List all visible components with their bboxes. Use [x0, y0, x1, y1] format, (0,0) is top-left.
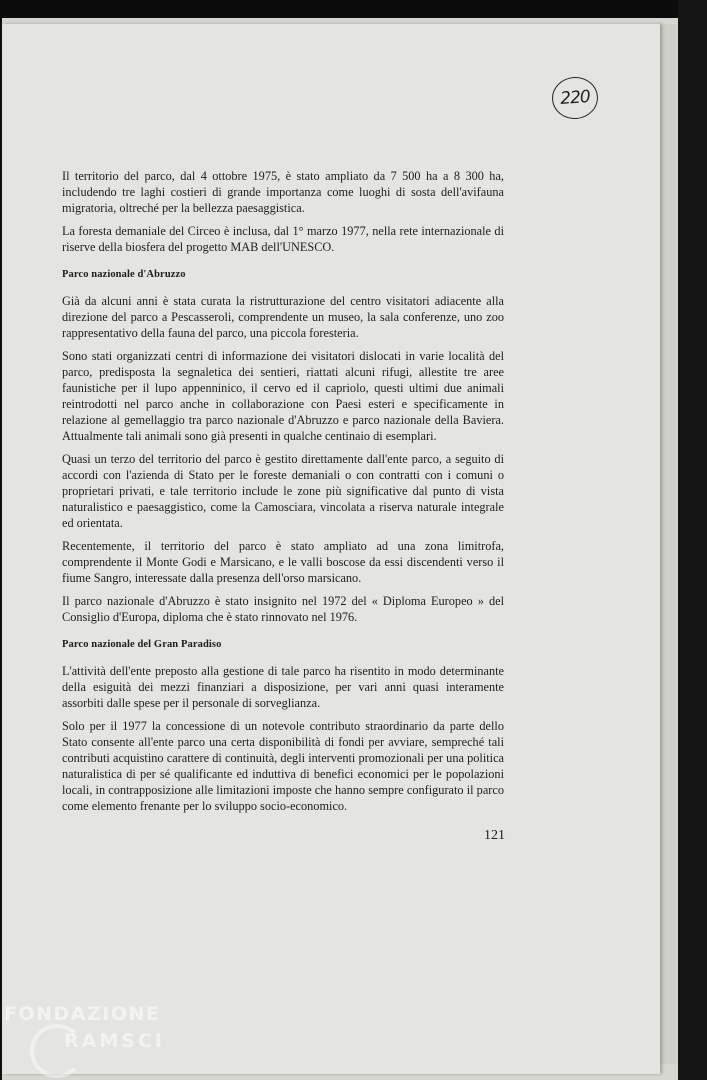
page-stack-edge [660, 24, 676, 1064]
paragraph: Quasi un terzo del territorio del parco è gestito direttamente dall'ente parco, a seguito di accordi con l'azienda di Stato per le foreste demaniali o con contratti con i comuni o proprietari privati, e tale territorio include le zone più significative dal punto di vista naturalistico e paesaggistico, come la Camosciara, vincolata a riserva naturale integrale ed orientata. [62, 452, 504, 530]
section-heading-abruzzo: Parco nazionale d'Abruzzo [62, 269, 186, 280]
page-body [62, 168, 504, 821]
paragraph: Recentemente, il territorio del parco è stato ampliato ad una zona limitrofa, comprendente il Monte Godi e Marsicano, e le valli boscose da essi discendenti verso il fiume Sangro, interessate dalla presenza dell'orso marsicano. [62, 539, 504, 585]
section-heading-gran-paradiso: Parco nazionale del Gran Paradiso [62, 639, 222, 650]
scan-right-border [678, 0, 707, 1080]
paragraph: L'attività dell'ente preposto alla gestione di tale parco ha risentito in modo determinante della esiguità dei mezzi finanziari a disposizione, per vari anni quasi interamente assorbiti dalle spese per il personale di sorveglianza. [62, 664, 504, 710]
paragraph: Già da alcuni anni è stata curata la ristrutturazione del centro visitatori adiacente alla direzione del parco a Pescasseroli, comprendente un museo, la sala conferenze, uno zoo rappresentativo della fauna del parco, una piccola foresteria. [62, 294, 504, 340]
watermark-line-2: RAMSCI [64, 1030, 165, 1052]
paragraph: Solo per il 1977 la concessione di un notevole contributo straordinario da parte dello Stato consente all'ente parco una certa disponibilità di fondi per avviare, sempreché tali contributi acquistino carattere di continuità, degli interventi promozionali per una politica naturalistica di per sé qualificante ed induttiva di benefici economici per le popolazioni locali, in contrapposizione alle limitazioni imposte che hanno sempre configurato il parco come elemento frenante per lo sviluppo socio-economico. [62, 719, 504, 813]
paragraph: Sono stati organizzati centri di informazione dei visitatori dislocati in varie località del parco, predisposta la segnaletica dei sentieri, riattati alcuni rifugi, allestite tre aree faunistiche per il lupo appenninico, il cervo ed il capriolo, questi ultimi due animali reintrodotti nel parco anche in collaborazione con Paesi esteri e specificamente in relazione al gemellaggio tra parco nazionale d'Abruzzo e parco nazionale della Baviera. Attualmente tali animali sono già presenti in qualche centinaio di esemplari. [62, 349, 504, 443]
paragraph: La foresta demaniale del Circeo è inclusa, dal 1° marzo 1977, nella rete internazionale di riserve della biosfera del progetto MAB dell'UNESCO. [62, 224, 504, 254]
watermark-line-1: FONDAZIONE [4, 1003, 161, 1025]
paragraph: Il parco nazionale d'Abruzzo è stato insignito nel 1972 del « Diploma Europeo » del Consiglio d'Europa, diploma che è stato rinnovato nel 1976. [62, 594, 504, 624]
paragraph: Il territorio del parco, dal 4 ottobre 1975, è stato ampliato da 7 500 ha a 8 300 ha, includendo tre laghi costieri di grande importanza come luoghi di sosta dell'avifauna migratoria, oltreché per la bellezza paesaggistica. [62, 169, 504, 215]
archive-watermark [4, 1000, 204, 1076]
archive-number-stamp: 220 [551, 75, 600, 120]
page-number: 121 [484, 828, 505, 843]
